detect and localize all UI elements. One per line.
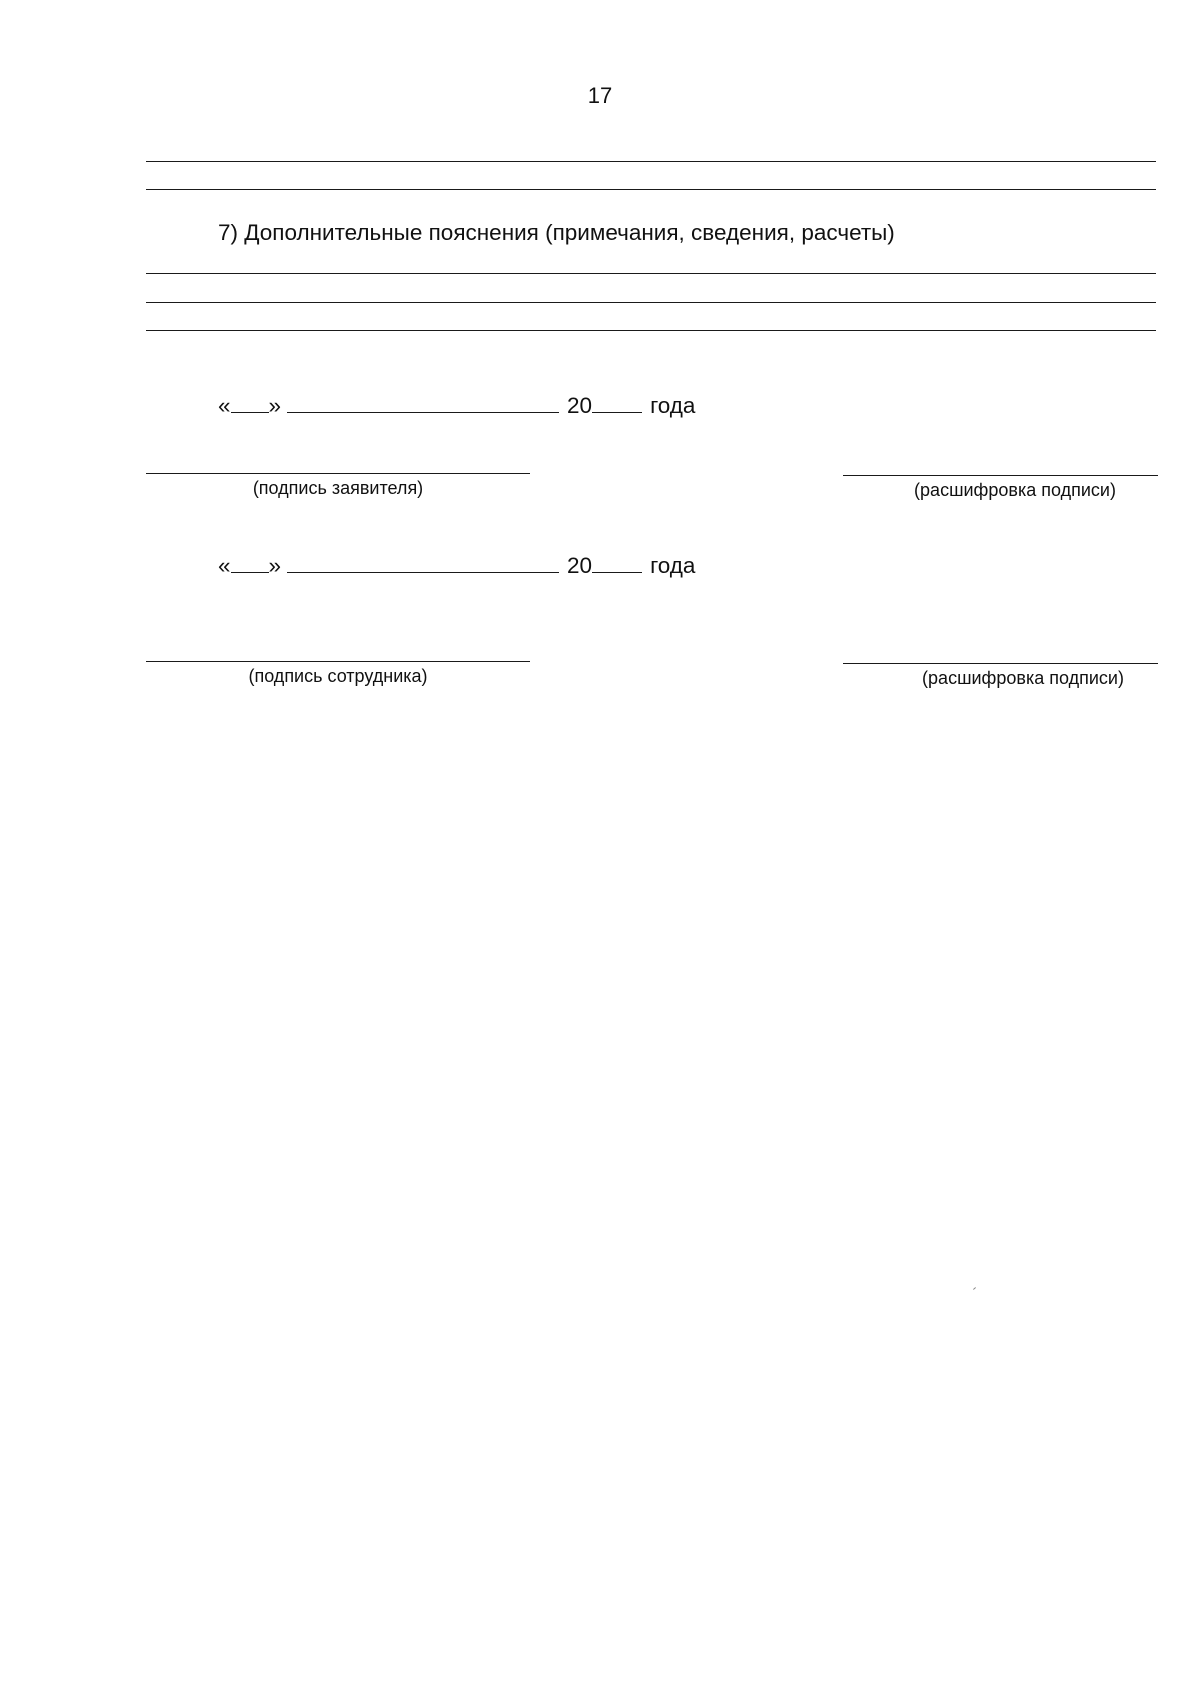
year-field[interactable] (592, 392, 642, 413)
employee-signature-caption: (подпись сотрудника) (248, 666, 428, 686)
scan-speck (973, 1287, 976, 1290)
open-quote: « (218, 553, 231, 578)
year-suffix: года (650, 393, 696, 418)
month-field[interactable] (287, 552, 559, 573)
section-7-heading: 7) Дополнительные пояснения (примечания, сведения, расчеты) (218, 220, 895, 245)
open-quote: « (218, 393, 231, 418)
fill-line[interactable] (146, 161, 1156, 162)
employee-signature-line[interactable] (146, 661, 530, 662)
fill-line[interactable] (146, 189, 1156, 190)
employee-decoding-caption: (расшифровка подписи) (922, 668, 1124, 688)
month-field[interactable] (287, 392, 559, 413)
page-number: 17 (587, 83, 613, 108)
applicant-date-line (218, 392, 695, 420)
employee-decoding-line[interactable] (843, 663, 1158, 664)
close-quote: » (268, 553, 282, 578)
close-quote: » (268, 393, 282, 418)
day-field[interactable] (231, 392, 269, 413)
applicant-signature-caption: (подпись заявителя) (252, 478, 424, 498)
year-prefix: 20 (567, 393, 593, 418)
year-suffix: года (650, 553, 696, 578)
applicant-decoding-caption: (расшифровка подписи) (914, 480, 1116, 500)
year-field[interactable] (592, 552, 642, 573)
day-field[interactable] (231, 552, 269, 573)
section-7-fill-line[interactable] (146, 273, 1156, 274)
applicant-signature-line[interactable] (146, 473, 530, 474)
applicant-decoding-line[interactable] (843, 475, 1158, 476)
year-prefix: 20 (567, 553, 593, 578)
employee-date-line (218, 552, 695, 580)
section-7-fill-line[interactable] (146, 302, 1156, 303)
section-7-fill-line[interactable] (146, 330, 1156, 331)
